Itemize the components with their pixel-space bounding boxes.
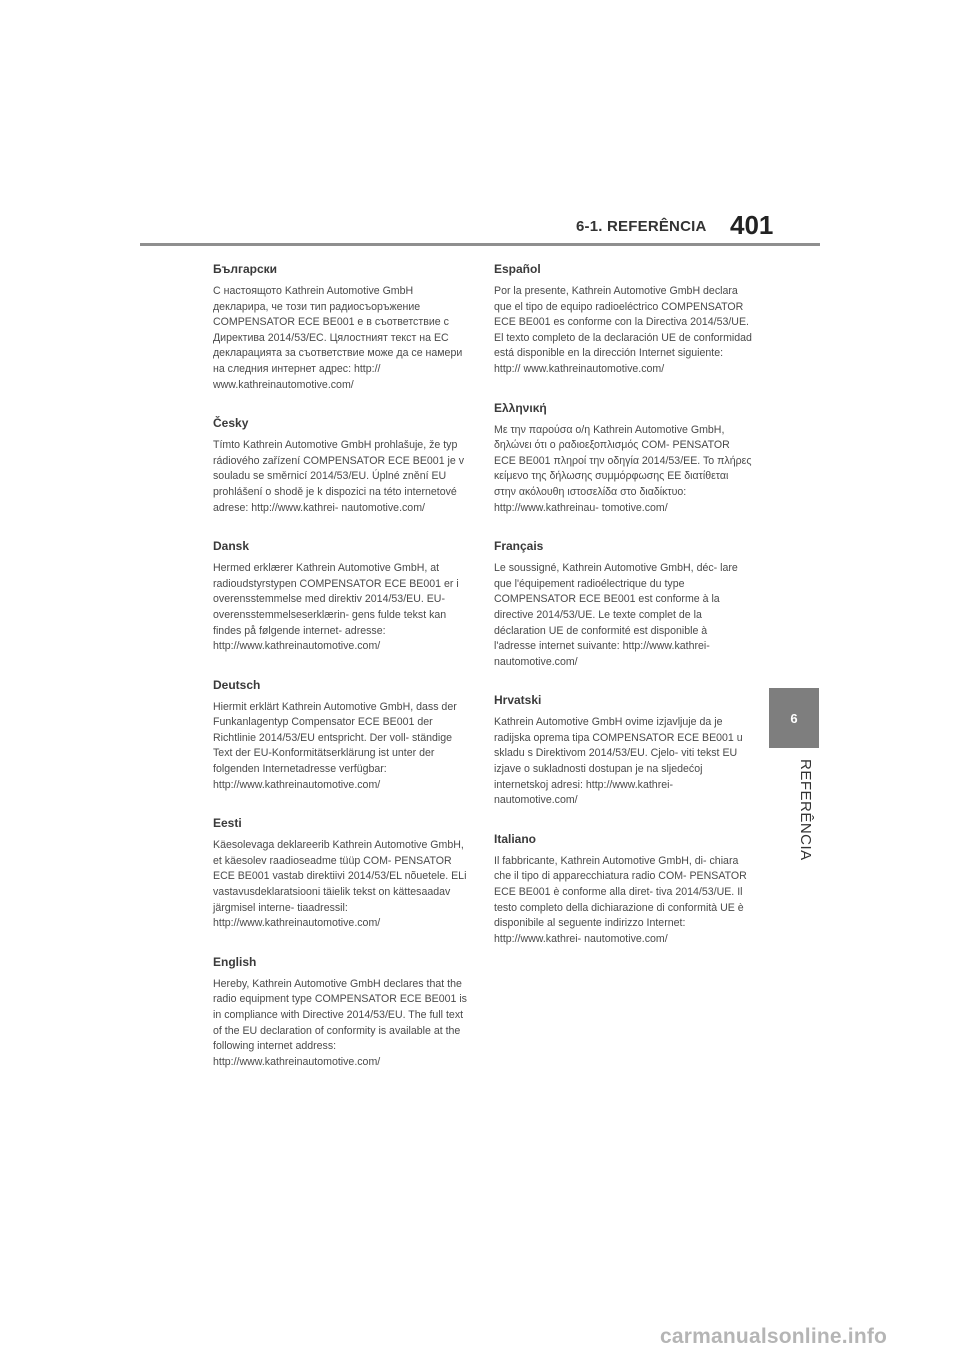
declaration-block-italian — [494, 832, 752, 948]
declaration-text: Il fabbricante, Kathrein Automotive GmbH, di- chiara che il tipo di apparecchiatura radio COM- PENSATOR ECE BE001 è conforme alla diret- tiva 2014/53/UE. Il testo completo della dichiarazione di conformità UE è disponibile al seguente indirizzo Internet: http://www.kathrei- nautomotive.com/ — [494, 854, 747, 945]
right-column — [494, 262, 752, 970]
declaration-block-bulgarian — [213, 262, 471, 393]
declaration-block-english — [213, 955, 471, 1071]
declaration-text: Käesolevaga deklareerib Kathrein Automotive GmbH, et käesolev raadioseadme tüüp COM- PENSATOR ECE BE001 vastab direktiivi 2014/53/EL nõuetele. ELi vastavusdeklaratsiooni täielik tekst on kättesaadav järgmisel interne- tiaadressil: http://www.kathreinautomotive.com/ — [213, 839, 467, 930]
declaration-text: Kathrein Automotive GmbH ovime izjavljuje da je radijska oprema tipa COMPENSATOR ECE BE001 u skladu s Direktivom 2014/53/EU. Cjelo- viti tekst EU izjave o sukladnosti dostupan je na sljedećoj internetskoj adresi: http://www.kathrei- nautomotive.com/ — [494, 716, 743, 807]
chapter-tab-label: REFERÊNCIA — [797, 759, 814, 861]
declaration-heading: English — [213, 954, 257, 969]
declaration-block-danish — [213, 539, 471, 655]
declaration-heading: Česky — [213, 416, 249, 431]
declaration-text: Por la presente, Kathrein Automotive GmbH declara que el tipo de equipo radioeléctrico COMPENSATOR ECE BE001 es conforme con la Directiva 2014/53/UE. El texto completo de la declaración UE de conformidad está disponible en la dirección Internet siguiente: http:// www.kathreinautomotive.com/ — [494, 285, 752, 375]
declaration-text: Hereby, Kathrein Automotive GmbH declares that the radio equipment type COMPENSATOR ECE BE001 is in compliance with Directive 2014/53/EU. The full text of the EU declaration of conformity is available at the following internet address: http://www.kathreinautomotive.com/ — [213, 977, 467, 1068]
declaration-block-french — [494, 539, 752, 670]
site-watermark: carmanualsonline.info — [660, 1325, 888, 1348]
declaration-text: Tímto Kathrein Automotive GmbH prohlašuje, že typ rádiového zařízení COMPENSATOR ECE BE001 je v souladu se směrnicí 2014/53/EU. Úplné znění EU prohlášení o shodě je k dispozici na této internetové adrese: http://www.kathrei- nautomotive.com/ — [213, 439, 465, 514]
declaration-heading: Hrvatski — [494, 693, 542, 708]
declaration-block-spanish — [494, 262, 752, 378]
declaration-heading: Eesti — [213, 816, 242, 831]
declaration-heading: Dansk — [213, 539, 250, 554]
declaration-heading: Français — [494, 539, 544, 554]
declaration-text: Με την παρούσα ο/η Kathrein Automotive GmbH, δηλώνει ότι ο ραδιοεξοπλισμός COM- PENSATOR ECE BE001 πληροί την οδηγία 2014/53/ΕΕ. Το πλήρες κείμενο της δήλωσης συμμόρφωσης ΕΕ διατίθεται στην ακόλουθη ιστοσελίδα στο διαδίκτυο: http://www.kathreinau- tomotive.com/ — [494, 423, 752, 514]
chapter-tab[interactable]: 6 — [769, 688, 819, 748]
declaration-text: Le soussigné, Kathrein Automotive GmbH, déc- lare que l'équipement radioélectrique du type COMPENSATOR ECE BE001 est conforme à la directive 2014/53/UE. Le texte complet de la déclaration UE de conformité est disponible à l'adresse internet suivante: http://www.kathrei- nautomotive.com/ — [494, 562, 738, 668]
declaration-text: Hermed erklærer Kathrein Automotive GmbH, at radioudstyrstypen COMPENSATOR ECE BE001 er i overensstemmelse med direktiv 2014/53/EU. EU-overensstemmelseserklærin- gens fulde tekst kan findes på følgende internet- adresse: http://www.kathreinautomotive.com/ — [213, 562, 459, 653]
declaration-heading: Español — [494, 262, 541, 276]
section-title: 6-1. REFERÊNCIA — [576, 218, 707, 235]
declaration-block-croatian — [494, 693, 752, 809]
declaration-text: С настоящото Kathrein Automotive GmbH декларира, че този тип радиосъоръжение COMPENSATOR ECE BE001 е в съответствие с Директива 2014/53/ЕС. Цялостният текст на ЕС декларацията за съответствие може да се намери на следния интернет адрес: http:// www.kathreinautomotive.com/ — [213, 285, 463, 391]
declaration-heading: Deutsch — [213, 677, 261, 692]
page-number: 401 — [730, 210, 774, 240]
declaration-heading: Italiano — [494, 831, 537, 846]
header-rule — [140, 243, 820, 246]
declaration-block-czech — [213, 416, 471, 516]
page-header — [0, 0, 960, 250]
declaration-block-estonian — [213, 816, 471, 932]
declaration-heading: Ελληνική — [494, 400, 547, 415]
declaration-heading: Български — [213, 262, 278, 276]
declaration-text: Hiermit erklärt Kathrein Automotive GmbH, dass der Funkanlagentyp Compensator ECE BE001 der Richtlinie 2014/53/EU entspricht. Der voll- ständige Text der EU-Konformitätserklärung ist unter der folgenden Internetadresse verfügbar: http://www.kathreinautomotive.com/ — [213, 700, 457, 791]
left-column — [213, 262, 471, 1093]
declaration-block-greek — [494, 401, 752, 517]
declaration-block-german — [213, 678, 471, 794]
